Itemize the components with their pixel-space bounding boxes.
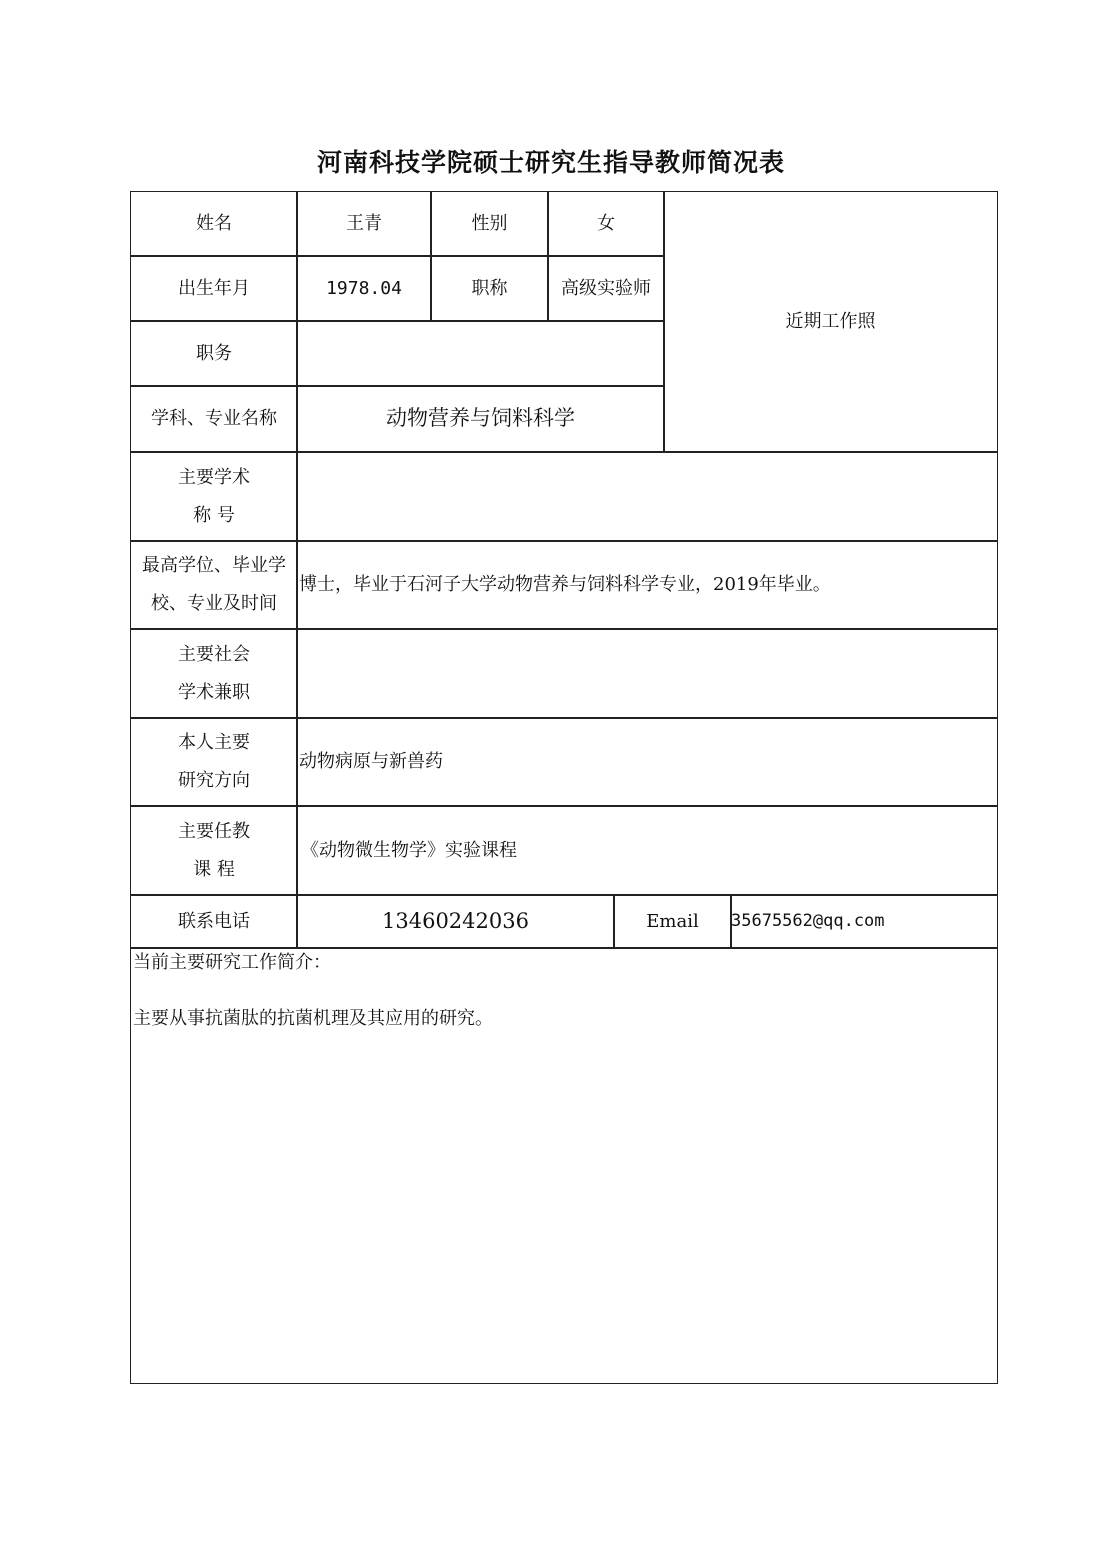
intro-value: 主要从事抗菌肽的抗菌机理及其应用的研究。 (133, 1007, 493, 1029)
course-value-cell (296, 805, 998, 896)
birth-label-cell (130, 255, 298, 322)
social-label-line1: 主要社会 (178, 643, 250, 665)
course-label-line2: 课 程 (193, 858, 235, 880)
email-value-cell (730, 894, 998, 949)
rank-label: 职称 (471, 277, 508, 299)
honor-label-cell (130, 451, 298, 542)
course-label-cell (130, 805, 298, 896)
discipline-label-cell (130, 385, 298, 453)
name-label-cell (130, 191, 298, 257)
social-value-cell (296, 628, 998, 719)
degree-value-cell (296, 540, 998, 630)
gender-value: 女 (597, 213, 615, 235)
birth-value: 1978.04 (326, 277, 402, 299)
honor-label-line1: 主要学术 (178, 466, 250, 488)
degree-label-line1: 最高学位、毕业学 (142, 555, 286, 577)
intro-cell (130, 947, 998, 1384)
gender-label-cell (430, 191, 549, 257)
degree-value: 博士，毕业于石河子大学动物营养与饲料科学专业，2019年毕业。 (299, 574, 831, 596)
rank-value: 高级实验师 (561, 277, 651, 299)
photo-cell (663, 191, 998, 453)
discipline-label: 学科、专业名称 (151, 408, 277, 430)
research-label-line1: 本人主要 (178, 732, 250, 754)
name-value-cell (296, 191, 432, 257)
name-label: 姓名 (196, 213, 232, 235)
research-value-cell (296, 717, 998, 807)
honor-label-line2: 称 号 (193, 504, 235, 526)
honor-value-cell (296, 451, 998, 542)
duty-value-cell (296, 320, 665, 387)
course-value: 《动物微生物学》实验课程 (301, 839, 517, 861)
birth-label: 出生年月 (178, 277, 250, 299)
birth-value-cell (296, 255, 432, 322)
email-label-cell (613, 894, 732, 949)
duty-label-cell (130, 320, 298, 387)
email-value: 35675562@qq.com (731, 911, 885, 932)
research-label-line2: 研究方向 (178, 770, 250, 791)
intro-label: 当前主要研究工作简介： (133, 952, 331, 973)
research-label-cell (130, 717, 298, 807)
discipline-value-cell (296, 385, 665, 453)
gender-label: 性别 (471, 213, 508, 235)
email-label: Email (646, 910, 699, 932)
phone-value-cell (296, 894, 615, 949)
social-label-line2: 学术兼职 (178, 681, 250, 703)
photo-label: 近期工作照 (785, 311, 876, 333)
rank-value-cell (547, 255, 665, 322)
social-label-cell (130, 628, 298, 719)
phone-label-cell (130, 894, 298, 949)
degree-label-cell (130, 540, 298, 630)
duty-label: 职务 (196, 342, 232, 364)
discipline-value: 动物营养与饲料科学 (386, 406, 575, 431)
name-value: 王青 (346, 213, 382, 235)
phone-value: 13460242036 (382, 908, 529, 933)
research-value: 动物病原与新兽药 (299, 751, 443, 773)
page-title: 河南科技学院硕士研究生指导教师简况表 (316, 148, 785, 177)
rank-label-cell (430, 255, 549, 322)
degree-label-line2: 校、专业及时间 (151, 593, 277, 614)
gender-value-cell (547, 191, 665, 257)
phone-label: 联系电话 (178, 910, 250, 932)
course-label-line1: 主要任教 (178, 820, 250, 842)
